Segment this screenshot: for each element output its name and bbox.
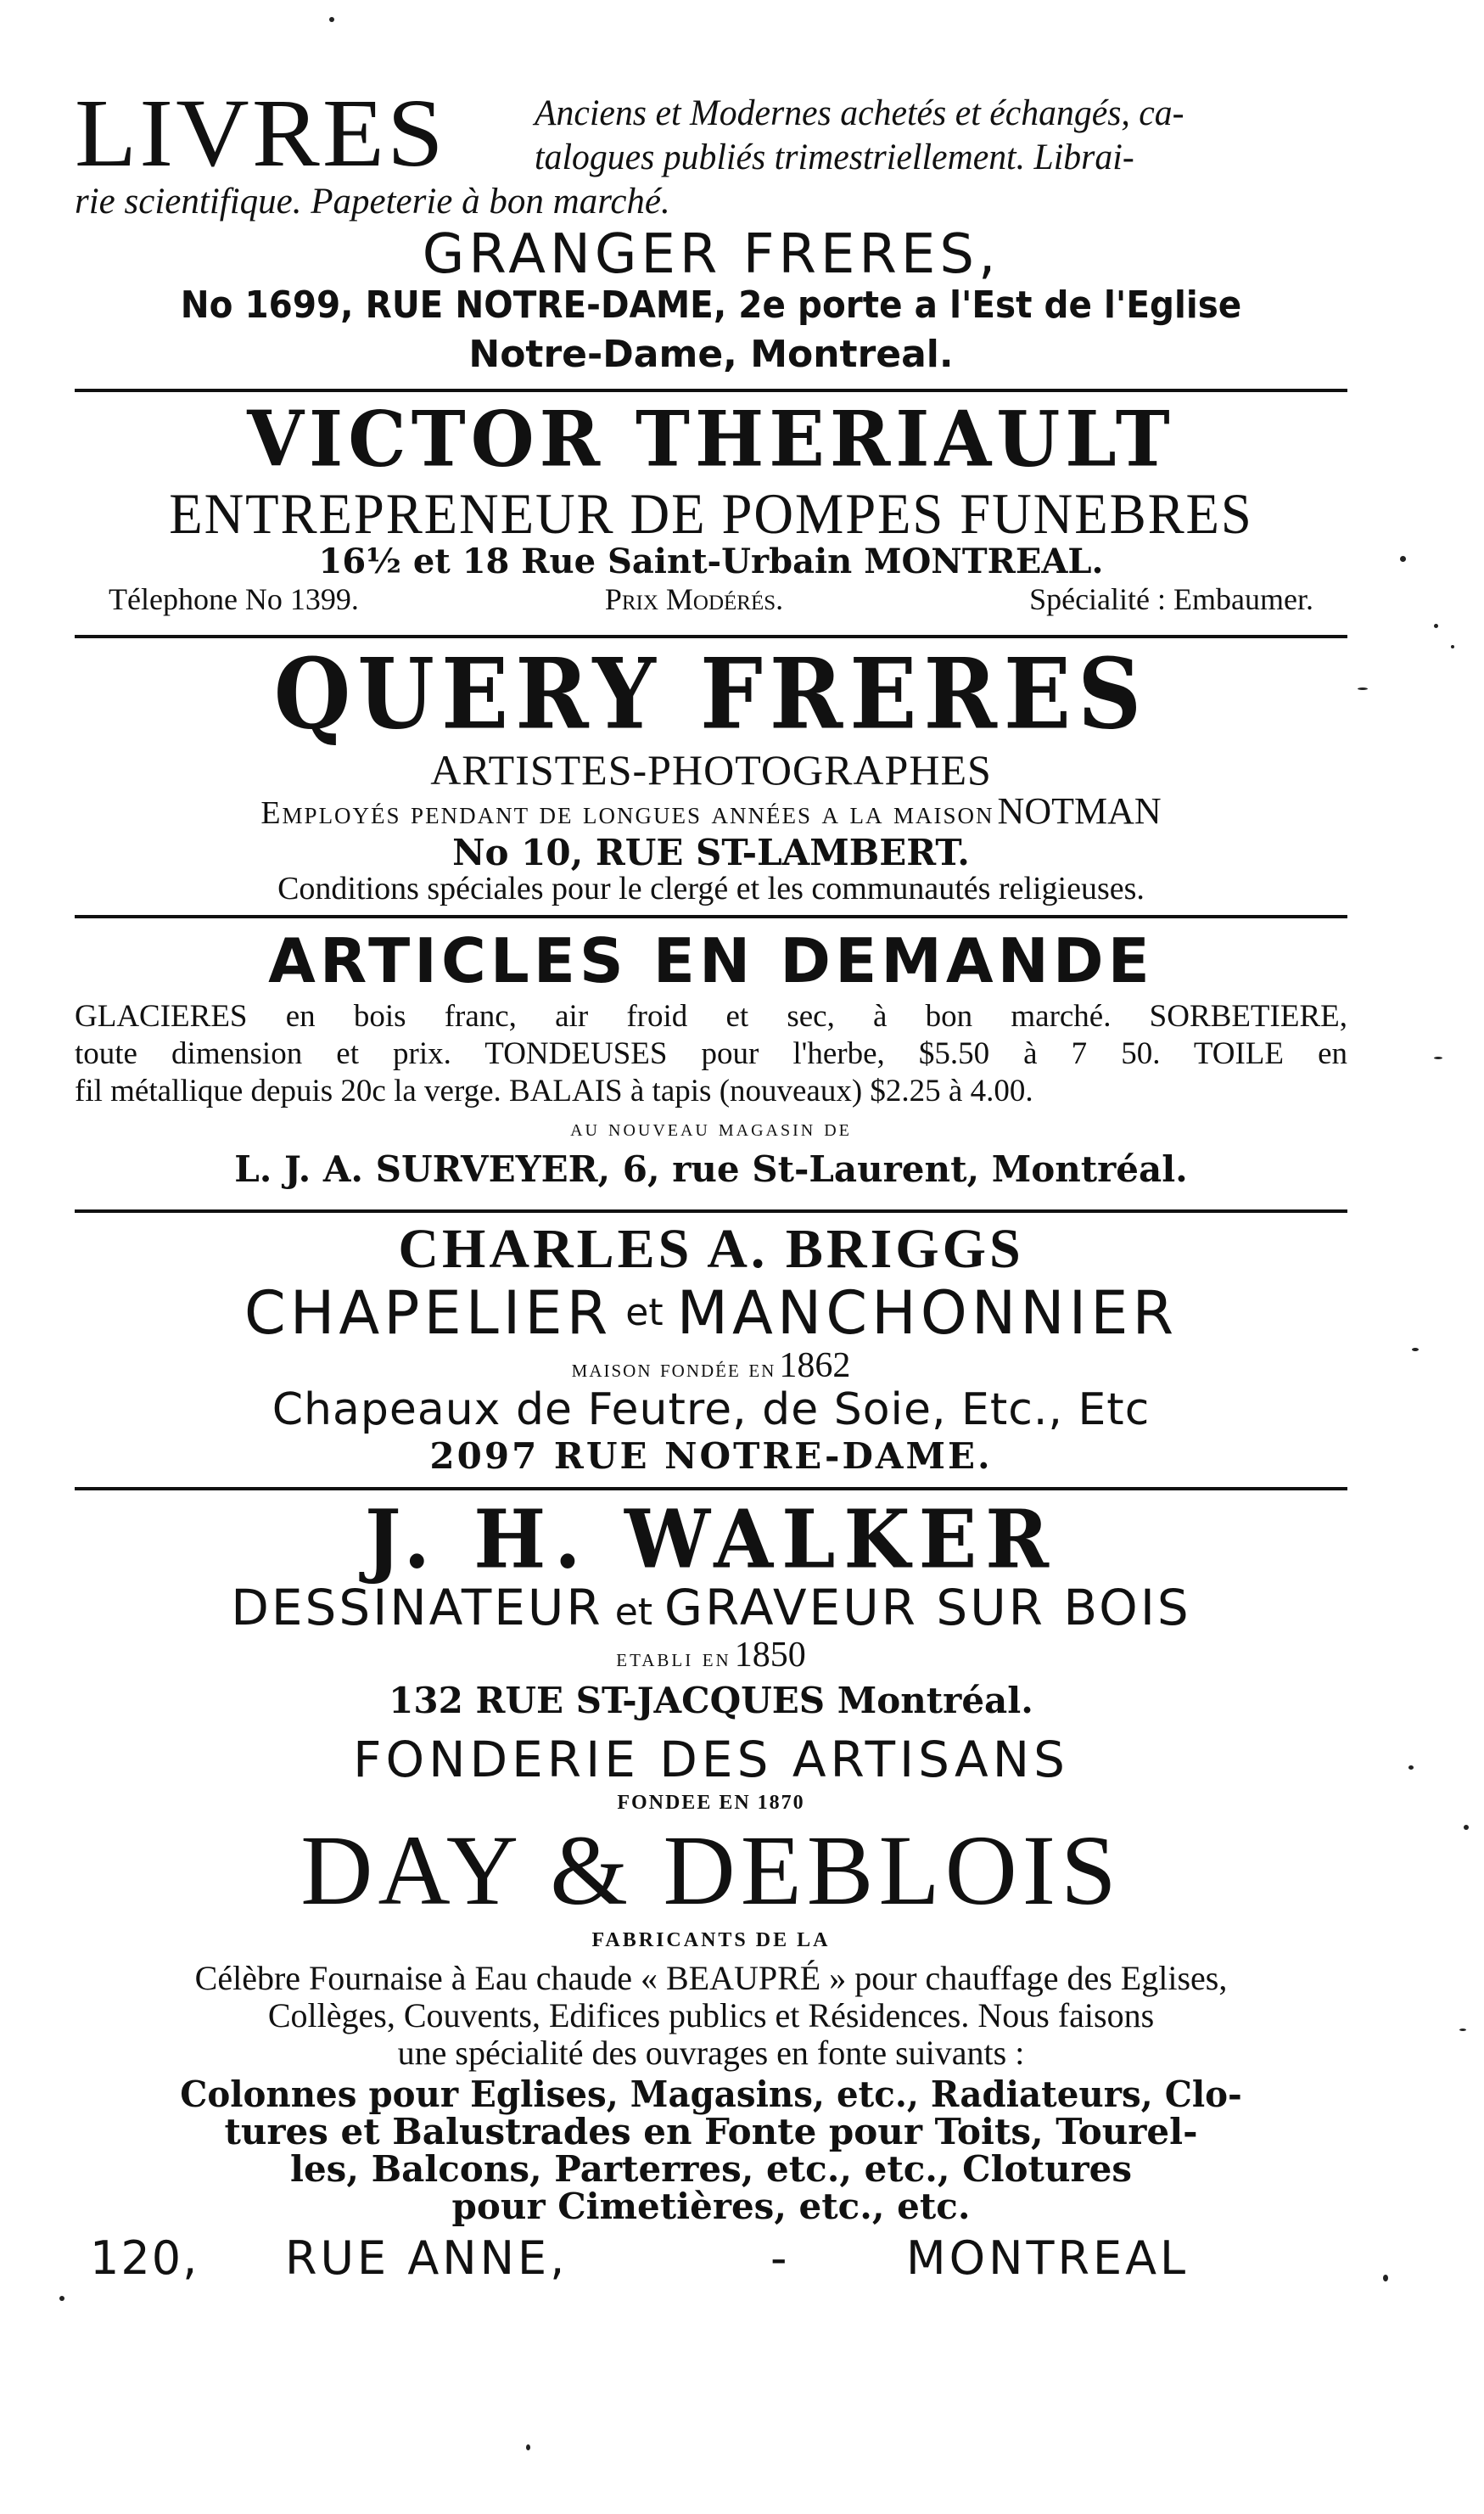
print-speck (1383, 2275, 1388, 2281)
print-speck (1434, 1057, 1442, 1059)
ad-articles (75, 925, 1347, 1197)
articles-line-3: fil métallique depuis 20c la verge. BALAIS à tapis (nouveaux) $2.25 à 4.00. (75, 1074, 1033, 1108)
print-speck (1408, 1765, 1414, 1770)
deblois-text-1: Célèbre Fournaise à Eau chaude « BEAUPRÉ » pour chauffage des Eglises, (194, 1959, 1228, 1997)
ad-walker (75, 1492, 1347, 1726)
print-speck (329, 17, 334, 22)
theriault-trade: ENTREPRENEUR DE POMPES FUNEBRES (169, 481, 1253, 546)
ad-deblois (75, 1731, 1347, 2283)
walker-address: 132 RUE ST-JACQUES Montréal. (389, 1680, 1033, 1721)
theriault-footer (75, 581, 1347, 618)
query-employed: Employés pendant de longues années a la maison (260, 795, 994, 831)
theriault-phone: Télephone No 1399. (109, 582, 359, 616)
briggs-name: CHARLES A. BRIGGS (398, 1218, 1024, 1280)
deblois-bold-4: pour Cimetières, etc., etc. (451, 2186, 971, 2227)
livres-line-3: rie scientifique. Papeterie à bon marché. (75, 182, 670, 222)
deblois-bold-1: Colonnes pour Eglises, Magasins, etc., Radiateurs, Clo- (180, 2073, 1242, 2115)
theriault-name: VICTOR THERIAULT (247, 394, 1175, 485)
deblois-makers: FABRICANTS DE LA (591, 1929, 831, 1951)
livres-line-1: Anciens et Modernes achetés et échangés, ca- (535, 93, 1184, 133)
deblois-foundry: FONDERIE DES ARTISANS (353, 1731, 1069, 1788)
deblois-text-3: une spécialité des ouvrages en fonte suivants : (397, 2034, 1025, 2072)
briggs-trade (75, 1279, 1347, 1347)
granger-address-1: No 1699, RUE NOTRE-DAME, 2e porte a l'Est de l'Eglise (180, 283, 1242, 327)
print-speck (1400, 556, 1406, 562)
walker-trade-right: GRAVEUR SUR BOIS (664, 1579, 1191, 1636)
articles-address: L. J. A. SURVEYER, 6, rue St-Laurent, Montréal. (234, 1148, 1188, 1190)
print-speck (1412, 1348, 1419, 1351)
briggs-founded (75, 1347, 1347, 1388)
walker-name: J. H. WALKER (364, 1492, 1057, 1587)
deblois-addr-dash: - (770, 2231, 787, 2285)
deblois-bold-2: tures et Balustrades en Fonte pour Toits, Tourel- (224, 2111, 1198, 2152)
deblois-addr-number: 120, (90, 2231, 199, 2285)
print-speck (59, 2296, 64, 2301)
query-trade: ARTISTES-PHOTOGRAPHES (430, 746, 992, 794)
theriault-prices: Prix Modérés. (604, 582, 784, 616)
ad-theriault (75, 394, 1347, 628)
theriault-specialty: Spécialité : Embaumer. (1029, 582, 1313, 616)
articles-line-1: GLACIERES en bois franc, air froid et sec, à bon marché. SORBETIERE, (75, 999, 1347, 1034)
walker-established (75, 1636, 1347, 1677)
divider (75, 1209, 1347, 1213)
divider (75, 915, 1347, 918)
briggs-trade-left: CHAPELIER (244, 1278, 613, 1348)
briggs-products: Chapeaux de Feutre, de Soie, Etc., Etc (272, 1384, 1151, 1435)
query-conditions: Conditions spéciales pour le clergé et les communautés religieuses. (277, 871, 1145, 906)
deblois-text-2: Collèges, Couvents, Edifices publics et Résidences. Nous faisons (267, 1996, 1155, 2034)
deblois-bold-3: les, Balcons, Parterres, etc., etc., Clotures (290, 2148, 1132, 2190)
divider (75, 389, 1347, 392)
print-speck (1434, 624, 1438, 628)
granger-company: GRANGER FRERES, (422, 223, 1000, 286)
print-speck (1464, 1825, 1469, 1830)
divider (75, 1487, 1347, 1490)
ad-query (75, 636, 1347, 906)
articles-line-2: toute dimension et prix. TONDEUSES pour l'herbe, $5.50 à 7 50. TOILE en (75, 1036, 1347, 1071)
walker-trade-mid: et (614, 1591, 653, 1634)
walker-trade-left: DESSINATEUR (231, 1579, 603, 1636)
print-speck (1459, 2029, 1466, 2031)
articles-title: ARTICLES EN DEMANDE (268, 925, 1154, 996)
walker-trade (75, 1579, 1347, 1641)
walker-established-year: 1850 (734, 1636, 806, 1675)
query-address: No 10, RUE ST-LAMBERT. (452, 832, 970, 873)
articles-store-line: au nouveau magasin de (570, 1115, 852, 1142)
print-speck (526, 2444, 530, 2450)
briggs-founded-label: maison fondée en (571, 1355, 776, 1383)
query-notman: NOTMAN (997, 790, 1162, 832)
briggs-founded-year: 1862 (779, 1346, 851, 1385)
briggs-address: 2097 RUE NOTRE-DAME. (429, 1435, 993, 1477)
walker-established-label: etabli en (616, 1644, 731, 1672)
deblois-name: DAY & DEBLOIS (300, 1815, 1122, 1926)
deblois-founded: FONDEE EN 1870 (617, 1792, 805, 1814)
briggs-trade-right: MANCHONNIER (676, 1278, 1179, 1348)
livres-line-2: talogues publiés trimestriellement. Librai- (535, 137, 1134, 177)
print-speck (1451, 645, 1454, 648)
query-name: QUERY FRERES (273, 636, 1149, 752)
briggs-trade-mid: et (625, 1291, 664, 1334)
deblois-addr-city: MONTREAL (906, 2231, 1190, 2285)
ad-briggs (75, 1218, 1347, 1477)
ad-livres (75, 79, 1347, 386)
theriault-address: 16½ et 18 Rue Saint-Urbain MONTREAL. (318, 542, 1104, 581)
print-speck (1358, 687, 1368, 690)
query-employed-line (75, 791, 1347, 833)
deblois-address (75, 2232, 1347, 2285)
granger-address-2: Notre-Dame, Montreal. (468, 333, 954, 376)
livres-drop-word: LIVRES (75, 79, 446, 187)
deblois-addr-street: RUE ANNE, (285, 2231, 568, 2285)
